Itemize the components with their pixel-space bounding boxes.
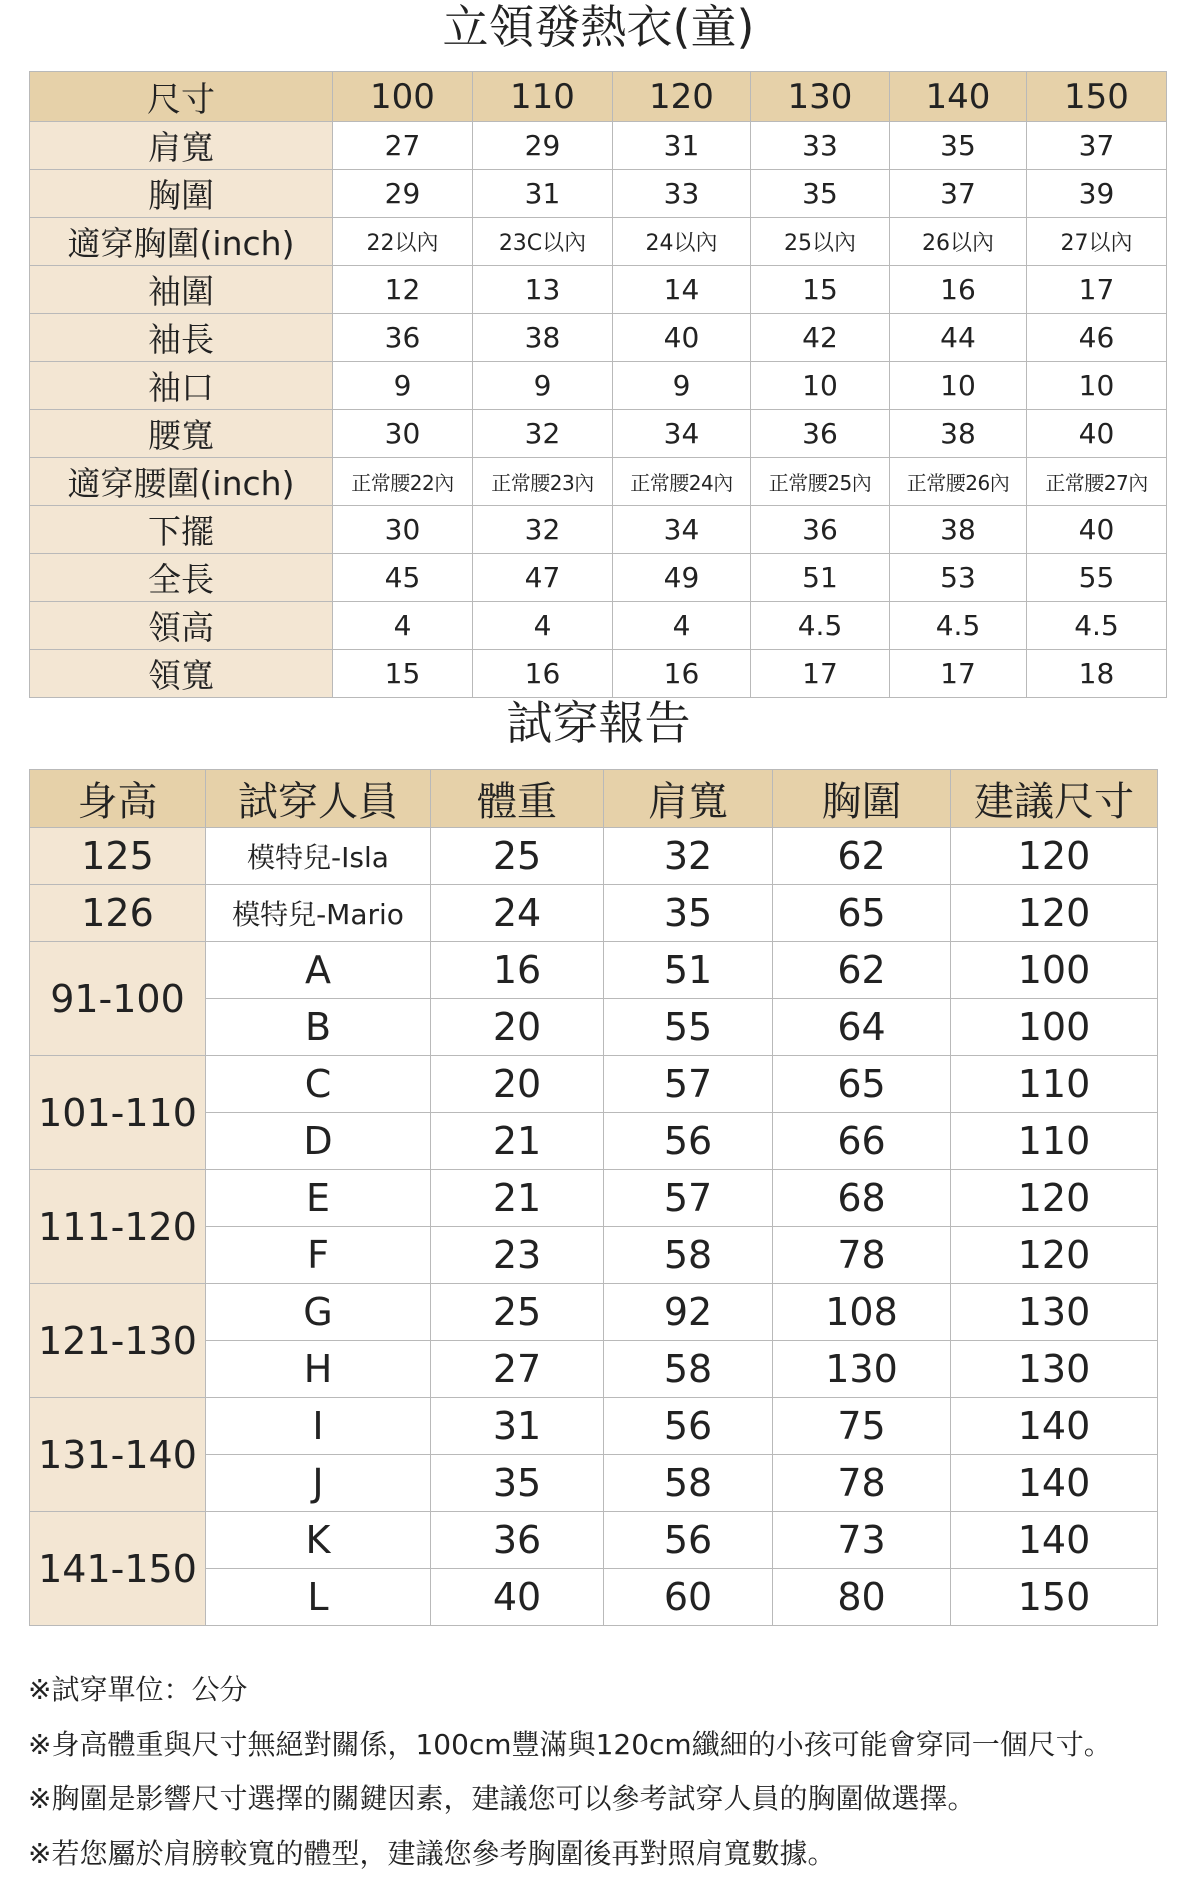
measurement-value: 10 — [1027, 362, 1167, 410]
trial-row — [30, 1170, 1158, 1227]
measurement-value: 30 — [333, 506, 473, 554]
measurement-value: 45 — [333, 554, 473, 602]
measurement-value: 34 — [613, 506, 751, 554]
measurement-value: 55 — [1027, 554, 1167, 602]
trial-row — [30, 1398, 1158, 1455]
measurement-value: 31 — [613, 122, 751, 170]
recommended-size: 140 — [951, 1455, 1158, 1512]
chest-value: 68 — [773, 1170, 951, 1227]
measurement-value: 40 — [1027, 506, 1167, 554]
measurement-value: 4.5 — [751, 602, 890, 650]
measurement-label: 袖長 — [30, 314, 333, 362]
measurement-value: 16 — [473, 650, 613, 698]
weight-value: 31 — [431, 1398, 604, 1455]
measurement-value: 33 — [751, 122, 890, 170]
measurement-value: 46 — [1027, 314, 1167, 362]
measurement-value: 9 — [473, 362, 613, 410]
measurement-label: 適穿胸圍(inch) — [30, 218, 333, 266]
measurement-value: 36 — [751, 410, 890, 458]
recommended-size: 100 — [951, 942, 1158, 999]
measurement-value: 24以內 — [613, 218, 751, 266]
weight-value: 21 — [431, 1113, 604, 1170]
weight-value: 21 — [431, 1170, 604, 1227]
measurement-value: 17 — [1027, 266, 1167, 314]
measurement-value: 25以內 — [751, 218, 890, 266]
size-header-cell: 100 — [333, 72, 473, 122]
trial-report-title: 試穿報告 — [506, 696, 691, 750]
tester-name: C — [206, 1056, 431, 1113]
measurement-value: 38 — [890, 506, 1027, 554]
tester-name: J — [206, 1455, 431, 1512]
chest-value: 78 — [773, 1455, 951, 1512]
weight-value: 25 — [431, 1284, 604, 1341]
weight-value: 24 — [431, 885, 604, 942]
chest-value: 64 — [773, 999, 951, 1056]
shoulder-value: 56 — [604, 1113, 773, 1170]
measurement-value: 42 — [751, 314, 890, 362]
measurement-label: 領高 — [30, 602, 333, 650]
measurement-value: 38 — [890, 410, 1027, 458]
trial-row — [30, 1284, 1158, 1341]
measurement-value: 29 — [473, 122, 613, 170]
measurement-value: 40 — [1027, 410, 1167, 458]
tester-name: K — [206, 1512, 431, 1569]
weight-value: 27 — [431, 1341, 604, 1398]
tester-name: 模特兒-Mario — [206, 885, 431, 942]
measurement-value: 37 — [1027, 122, 1167, 170]
measurement-value: 10 — [751, 362, 890, 410]
chest-value: 66 — [773, 1113, 951, 1170]
measurement-value: 18 — [1027, 650, 1167, 698]
recommended-size: 140 — [951, 1512, 1158, 1569]
measurement-value: 9 — [333, 362, 473, 410]
size-chart-row — [30, 218, 1167, 266]
measurement-label: 袖圍 — [30, 266, 333, 314]
shoulder-value: 58 — [604, 1341, 773, 1398]
measurement-value: 正常腰22內 — [333, 458, 473, 506]
measurement-value: 31 — [473, 170, 613, 218]
shoulder-value: 35 — [604, 885, 773, 942]
shoulder-value: 32 — [604, 828, 773, 885]
height-cell: 91-100 — [30, 942, 206, 1056]
recommended-size: 130 — [951, 1284, 1158, 1341]
trial-header-cell: 胸圍 — [773, 770, 951, 828]
size-chart-row — [30, 170, 1167, 218]
size-chart-row — [30, 122, 1167, 170]
measurement-label: 領寬 — [30, 650, 333, 698]
chest-value: 78 — [773, 1227, 951, 1284]
measurement-label: 全長 — [30, 554, 333, 602]
shoulder-value: 92 — [604, 1284, 773, 1341]
weight-value: 20 — [431, 1056, 604, 1113]
measurement-value: 37 — [890, 170, 1027, 218]
measurement-value: 4 — [473, 602, 613, 650]
shoulder-value: 57 — [604, 1170, 773, 1227]
height-cell: 141-150 — [30, 1512, 206, 1626]
measurement-value: 39 — [1027, 170, 1167, 218]
measurement-value: 22以內 — [333, 218, 473, 266]
chest-value: 73 — [773, 1512, 951, 1569]
size-chart-row — [30, 650, 1167, 698]
recommended-size: 130 — [951, 1341, 1158, 1398]
measurement-value: 36 — [333, 314, 473, 362]
measurement-value: 17 — [751, 650, 890, 698]
recommended-size: 150 — [951, 1569, 1158, 1626]
measurement-value: 10 — [890, 362, 1027, 410]
recommended-size: 120 — [951, 885, 1158, 942]
measurement-value: 34 — [613, 410, 751, 458]
weight-value: 16 — [431, 942, 604, 999]
shoulder-value: 56 — [604, 1398, 773, 1455]
size-chart-row — [30, 554, 1167, 602]
chest-value: 80 — [773, 1569, 951, 1626]
size-header-label: 尺寸 — [30, 72, 333, 122]
tester-name: G — [206, 1284, 431, 1341]
measurement-value: 15 — [751, 266, 890, 314]
tester-name: H — [206, 1341, 431, 1398]
size-header-cell: 110 — [473, 72, 613, 122]
measurement-value: 16 — [613, 650, 751, 698]
note-height-weight: ※身高體重與尺寸無絕對關係，100cm豐滿與120cm纖細的小孩可能會穿同一個尺寸。 — [28, 1728, 1112, 1761]
size-chart-row — [30, 602, 1167, 650]
measurement-value: 47 — [473, 554, 613, 602]
shoulder-value: 55 — [604, 999, 773, 1056]
height-cell: 126 — [30, 885, 206, 942]
weight-value: 25 — [431, 828, 604, 885]
chest-value: 62 — [773, 828, 951, 885]
size-chart-row — [30, 410, 1167, 458]
size-chart-row — [30, 266, 1167, 314]
measurement-value: 17 — [890, 650, 1027, 698]
tester-name: E — [206, 1170, 431, 1227]
tester-name: D — [206, 1113, 431, 1170]
measurement-value: 51 — [751, 554, 890, 602]
trial-row — [30, 1512, 1158, 1569]
tester-name: L — [206, 1569, 431, 1626]
trial-header-cell: 肩寬 — [604, 770, 773, 828]
recommended-size: 120 — [951, 1170, 1158, 1227]
measurement-value: 44 — [890, 314, 1027, 362]
size-chart-row — [30, 506, 1167, 554]
measurement-value: 35 — [751, 170, 890, 218]
measurement-value: 40 — [613, 314, 751, 362]
shoulder-value: 57 — [604, 1056, 773, 1113]
chest-value: 65 — [773, 1056, 951, 1113]
measurement-value: 4.5 — [1027, 602, 1167, 650]
shoulder-value: 58 — [604, 1227, 773, 1284]
measurement-value: 正常腰23內 — [473, 458, 613, 506]
size-header-cell: 150 — [1027, 72, 1167, 122]
trial-row — [30, 885, 1158, 942]
trial-header-cell: 建議尺寸 — [951, 770, 1158, 828]
size-chart-title: 立領發熱衣(童) — [442, 0, 755, 54]
measurement-label: 胸圍 — [30, 170, 333, 218]
size-chart-table — [29, 71, 1167, 698]
shoulder-value: 56 — [604, 1512, 773, 1569]
measurement-value: 32 — [473, 410, 613, 458]
measurement-value: 35 — [890, 122, 1027, 170]
measurement-value: 14 — [613, 266, 751, 314]
measurement-value: 27以內 — [1027, 218, 1167, 266]
recommended-size: 100 — [951, 999, 1158, 1056]
tester-name: B — [206, 999, 431, 1056]
weight-value: 20 — [431, 999, 604, 1056]
size-header-cell: 120 — [613, 72, 751, 122]
size-chart-row — [30, 458, 1167, 506]
measurement-label: 肩寬 — [30, 122, 333, 170]
trial-row — [30, 942, 1158, 999]
size-header-cell: 140 — [890, 72, 1027, 122]
recommended-size: 140 — [951, 1398, 1158, 1455]
measurement-value: 38 — [473, 314, 613, 362]
measurement-value: 53 — [890, 554, 1027, 602]
trial-header-cell: 試穿人員 — [206, 770, 431, 828]
note-chest-key-factor: ※胸圍是影響尺寸選擇的關鍵因素，建議您可以參考試穿人員的胸圍做選擇。 — [28, 1782, 976, 1815]
chest-value: 75 — [773, 1398, 951, 1455]
note-wide-shoulders: ※若您屬於肩膀較寬的體型，建議您參考胸圍後再對照肩寬數據。 — [28, 1837, 836, 1870]
size-chart-row — [30, 314, 1167, 362]
size-header-cell: 130 — [751, 72, 890, 122]
chest-value: 108 — [773, 1284, 951, 1341]
height-cell: 131-140 — [30, 1398, 206, 1512]
measurement-label: 袖口 — [30, 362, 333, 410]
recommended-size: 110 — [951, 1056, 1158, 1113]
measurement-label: 下擺 — [30, 506, 333, 554]
measurement-value: 正常腰26內 — [890, 458, 1027, 506]
measurement-value: 正常腰27內 — [1027, 458, 1167, 506]
height-cell: 111-120 — [30, 1170, 206, 1284]
measurement-value: 12 — [333, 266, 473, 314]
weight-value: 40 — [431, 1569, 604, 1626]
weight-value: 35 — [431, 1455, 604, 1512]
size-chart-header-row — [30, 72, 1167, 122]
chest-value: 62 — [773, 942, 951, 999]
measurement-value: 29 — [333, 170, 473, 218]
measurement-value: 16 — [890, 266, 1027, 314]
trial-header-cell: 身高 — [30, 770, 206, 828]
measurement-value: 36 — [751, 506, 890, 554]
recommended-size: 120 — [951, 1227, 1158, 1284]
weight-value: 36 — [431, 1512, 604, 1569]
trial-header-row — [30, 770, 1158, 828]
recommended-size: 110 — [951, 1113, 1158, 1170]
tester-name: F — [206, 1227, 431, 1284]
shoulder-value: 51 — [604, 942, 773, 999]
measurement-value: 26以內 — [890, 218, 1027, 266]
measurement-value: 正常腰24內 — [613, 458, 751, 506]
tester-name: I — [206, 1398, 431, 1455]
shoulder-value: 60 — [604, 1569, 773, 1626]
trial-row — [30, 828, 1158, 885]
height-cell: 125 — [30, 828, 206, 885]
measurement-label: 適穿腰圍(inch) — [30, 458, 333, 506]
measurement-value: 23C以內 — [473, 218, 613, 266]
measurement-value: 27 — [333, 122, 473, 170]
recommended-size: 120 — [951, 828, 1158, 885]
measurement-value: 4 — [613, 602, 751, 650]
shoulder-value: 58 — [604, 1455, 773, 1512]
measurement-value: 正常腰25內 — [751, 458, 890, 506]
measurement-value: 13 — [473, 266, 613, 314]
size-chart-row — [30, 362, 1167, 410]
chest-value: 65 — [773, 885, 951, 942]
measurement-value: 32 — [473, 506, 613, 554]
height-cell: 121-130 — [30, 1284, 206, 1398]
measurement-value: 33 — [613, 170, 751, 218]
trial-header-cell: 體重 — [431, 770, 604, 828]
measurement-value: 4 — [333, 602, 473, 650]
tester-name: A — [206, 942, 431, 999]
measurement-value: 49 — [613, 554, 751, 602]
tester-name: 模特兒-Isla — [206, 828, 431, 885]
height-cell: 101-110 — [30, 1056, 206, 1170]
note-unit: ※試穿單位：公分 — [28, 1673, 248, 1706]
measurement-value: 15 — [333, 650, 473, 698]
trial-report-table — [29, 769, 1158, 1626]
measurement-label: 腰寬 — [30, 410, 333, 458]
measurement-value: 30 — [333, 410, 473, 458]
measurement-value: 9 — [613, 362, 751, 410]
chest-value: 130 — [773, 1341, 951, 1398]
weight-value: 23 — [431, 1227, 604, 1284]
trial-row — [30, 1056, 1158, 1113]
measurement-value: 4.5 — [890, 602, 1027, 650]
